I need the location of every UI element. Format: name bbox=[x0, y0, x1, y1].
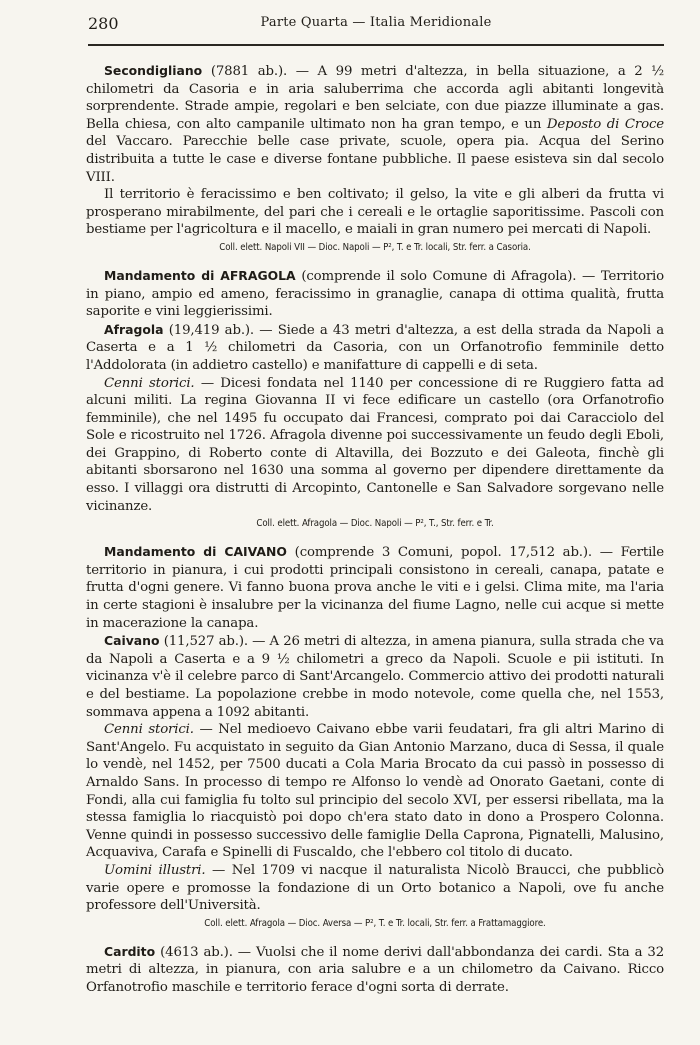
entry-caivano bbox=[86, 632, 664, 721]
page-body bbox=[86, 62, 664, 997]
entry-text: (19,419 ab.). — Siede a 43 metri d'altezza, a est della strada da Napoli a Caserta e a 1 ½ chilometri da Casoria, con un Orfanotrofio femminile detto l'Addolorata (in addietro castello) e manifatture di cappelli e di seta. bbox=[86, 322, 664, 373]
electoral-note: Coll. elett. Afragola — Dioc. Aversa — P², T. e Tr. locali, Str. ferr. a Frattamaggiore. bbox=[204, 917, 546, 929]
artwork-title: Deposto di Croce bbox=[546, 116, 664, 132]
mandamento-caivano bbox=[86, 543, 664, 632]
entry-name: Afragola bbox=[104, 321, 164, 337]
electoral-note: Coll. elett. Napoli VII — Dioc. Napoli — P², T. e Tr. locali, Str. ferr. a Casoria. bbox=[219, 241, 531, 253]
paragraph-territory: Il territorio è feracissimo e ben coltivato; il gelso, la vite e gli alberi da frutta vi prosperano mirabilmente, del pari che i cereali e le ortaglie saporitissime. Pascoli con bestiame per l'agricoltura e il macello, e maiali in gran numero pei mercati di Napoli. bbox=[86, 187, 664, 238]
running-head: Parte Quarta — Italia Meridionale bbox=[260, 15, 492, 30]
section-gap bbox=[86, 931, 664, 943]
notables-caivano bbox=[86, 862, 664, 915]
mandamento-text: (comprende il solo Comune di Afragola). — Territorio in piano, ampio ed ameno, feracissimo in granaglie, canapa di ottima qualità, frutta saporite e vini leggierissimi. bbox=[86, 268, 664, 320]
history-afragola bbox=[86, 375, 664, 516]
section-gap bbox=[86, 255, 664, 267]
page-number: 280 bbox=[88, 14, 119, 33]
entry-cardito bbox=[86, 943, 664, 997]
entry-name: Secondigliano bbox=[104, 63, 203, 78]
notables-lead: Uomini illustri. bbox=[104, 862, 206, 878]
entry-name: Cardito bbox=[104, 943, 156, 959]
mandamento-heading: Mandamento di CAIVANO bbox=[104, 544, 287, 560]
section-gap bbox=[86, 531, 664, 543]
history-caivano bbox=[86, 721, 664, 862]
history-text: — Nel medioevo Caivano ebbe varii feudatari, fra gli altri Marino di Sant'Angelo. Fu acquistato in seguito da Gian Antonio Marzano, duca di Sessa, il quale lo vendè, nel 1452, per 7500 ducati a Cola Maria Brocato da cui passò in possesso di Arnaldo Sans. In processo di tempo re Alfonso lo vendè ad Onorato Gaetani, conte di Fondi, alla cui famiglia fu tolto sul principio del secolo XVI, per essersi ribellata, ma la stessa famiglia lo riacquistò poi dopo ch'era stato dato in dono a Prospero Colonna. Venne quindi in possesso successivo delle famiglie Della Caprona, Pignatelli, Malusino, Acquaviva, Carafa e Spinelli di Fuscaldo, che l'ebbero col titolo di ducato. bbox=[86, 722, 664, 861]
entry-afragola bbox=[86, 321, 664, 375]
mandamento-heading: Mandamento di AFRAGOLA bbox=[104, 267, 296, 283]
mandamento-afragola bbox=[86, 267, 664, 321]
electoral-note: Coll. elett. Afragola — Dioc. Napoli — P², T., Str. ferr. e Tr. bbox=[256, 518, 494, 530]
entry-text: del Vaccaro. Parecchie belle case private, scuole, opera pia. Acqua del Serino distribuita a tutte le case e diverse fontane pubbliche. Il paese esisteva sin dal secolo VIII. bbox=[86, 134, 664, 185]
notables-text: — Nel 1709 vi nacque il naturalista Nicolò Braucci, che pubblicò varie opere e promosse la fondazione di un Orto botanico a Napoli, ove fu anche professore dell'Università. bbox=[86, 862, 664, 914]
entry-name: Caivano bbox=[104, 633, 160, 649]
entry-text: (7881 ab.). — A 99 metri d'altezza, in bella situazione, a 2 ½ chilometri da Casoria e in aria saluberrima che accorda agli abitanti longevità sorprendente. Strade ampie, regolari e ben selciate, con due piazze illuminate a gas. Bella chiesa, con alto campanile ultimato non ha gran tempo, e un bbox=[86, 64, 664, 132]
history-lead: Cenni storici. bbox=[104, 722, 194, 738]
page-header bbox=[88, 14, 664, 36]
history-lead: Cenni storici. bbox=[104, 375, 195, 391]
entry-secondigliano bbox=[86, 62, 664, 186]
history-text: — Dicesi fondata nel 1140 per concessione di re Ruggiero fatta ad alcuni militi. La regina Giovanna II vi fece edificare un castello (ora Orfanotrofio femminile), che nel 1495 fu occupato dai Francesi, comprato poi dai Caracciolo del Sole e ricostruito nel 1726. Afragola divenne poi successivamente un feudo degli Eboli, dei Grappino, di Roberto conte di Altavilla, dei Bozzuto e dei Galeota, finchè gli abitanti sborsarono nel 1630 una somma al governo per dipendere direttamente da esso. I villaggi ora distrutti di Arcopinto, Cantonelle e San Salvadore sorgevano nelle vicinanze. bbox=[86, 375, 664, 514]
entry-text: (4613 ab.). — Vuolsi che il nome derivi dall'abbondanza dei cardi. Sta a 32 metri di altezza, in pianura, con aria salubre e a un chilometro da Caivano. Ricco Orfanotrofio maschile e territorio ferace d'ogni sorta di derrate. bbox=[86, 944, 664, 995]
entry-text: (11,527 ab.). — A 26 metri di altezza, in amena pianura, sulla strada che va da Napoli a Caserta e a 9 ½ chilometri a greco da Napoli. Scuole e pii istituti. In vicinanza v'è il celebre parco di Sant'Arcangelo. Commercio attivo dei prodotti naturali e del bestiame. La popolazione crebbe in modo notevole, come quella che, nel 1553, sommava appena a 1092 abitanti. bbox=[86, 634, 664, 720]
header-rule bbox=[88, 44, 664, 46]
mandamento-text: (comprende 3 Comuni, popol. 17,512 ab.). — Fertile territorio in pianura, i cui prodotti principali consistono in cereali, canapa, patate e frutta d'ogni genere. Vi fanno buona prova anche le viti e i gelsi. Clima mite, ma l'aria in certe stagioni è insalubre per la vicinanza del fiume Lagno, nelle cui acque si mette in macerazione la canapa. bbox=[86, 545, 665, 631]
